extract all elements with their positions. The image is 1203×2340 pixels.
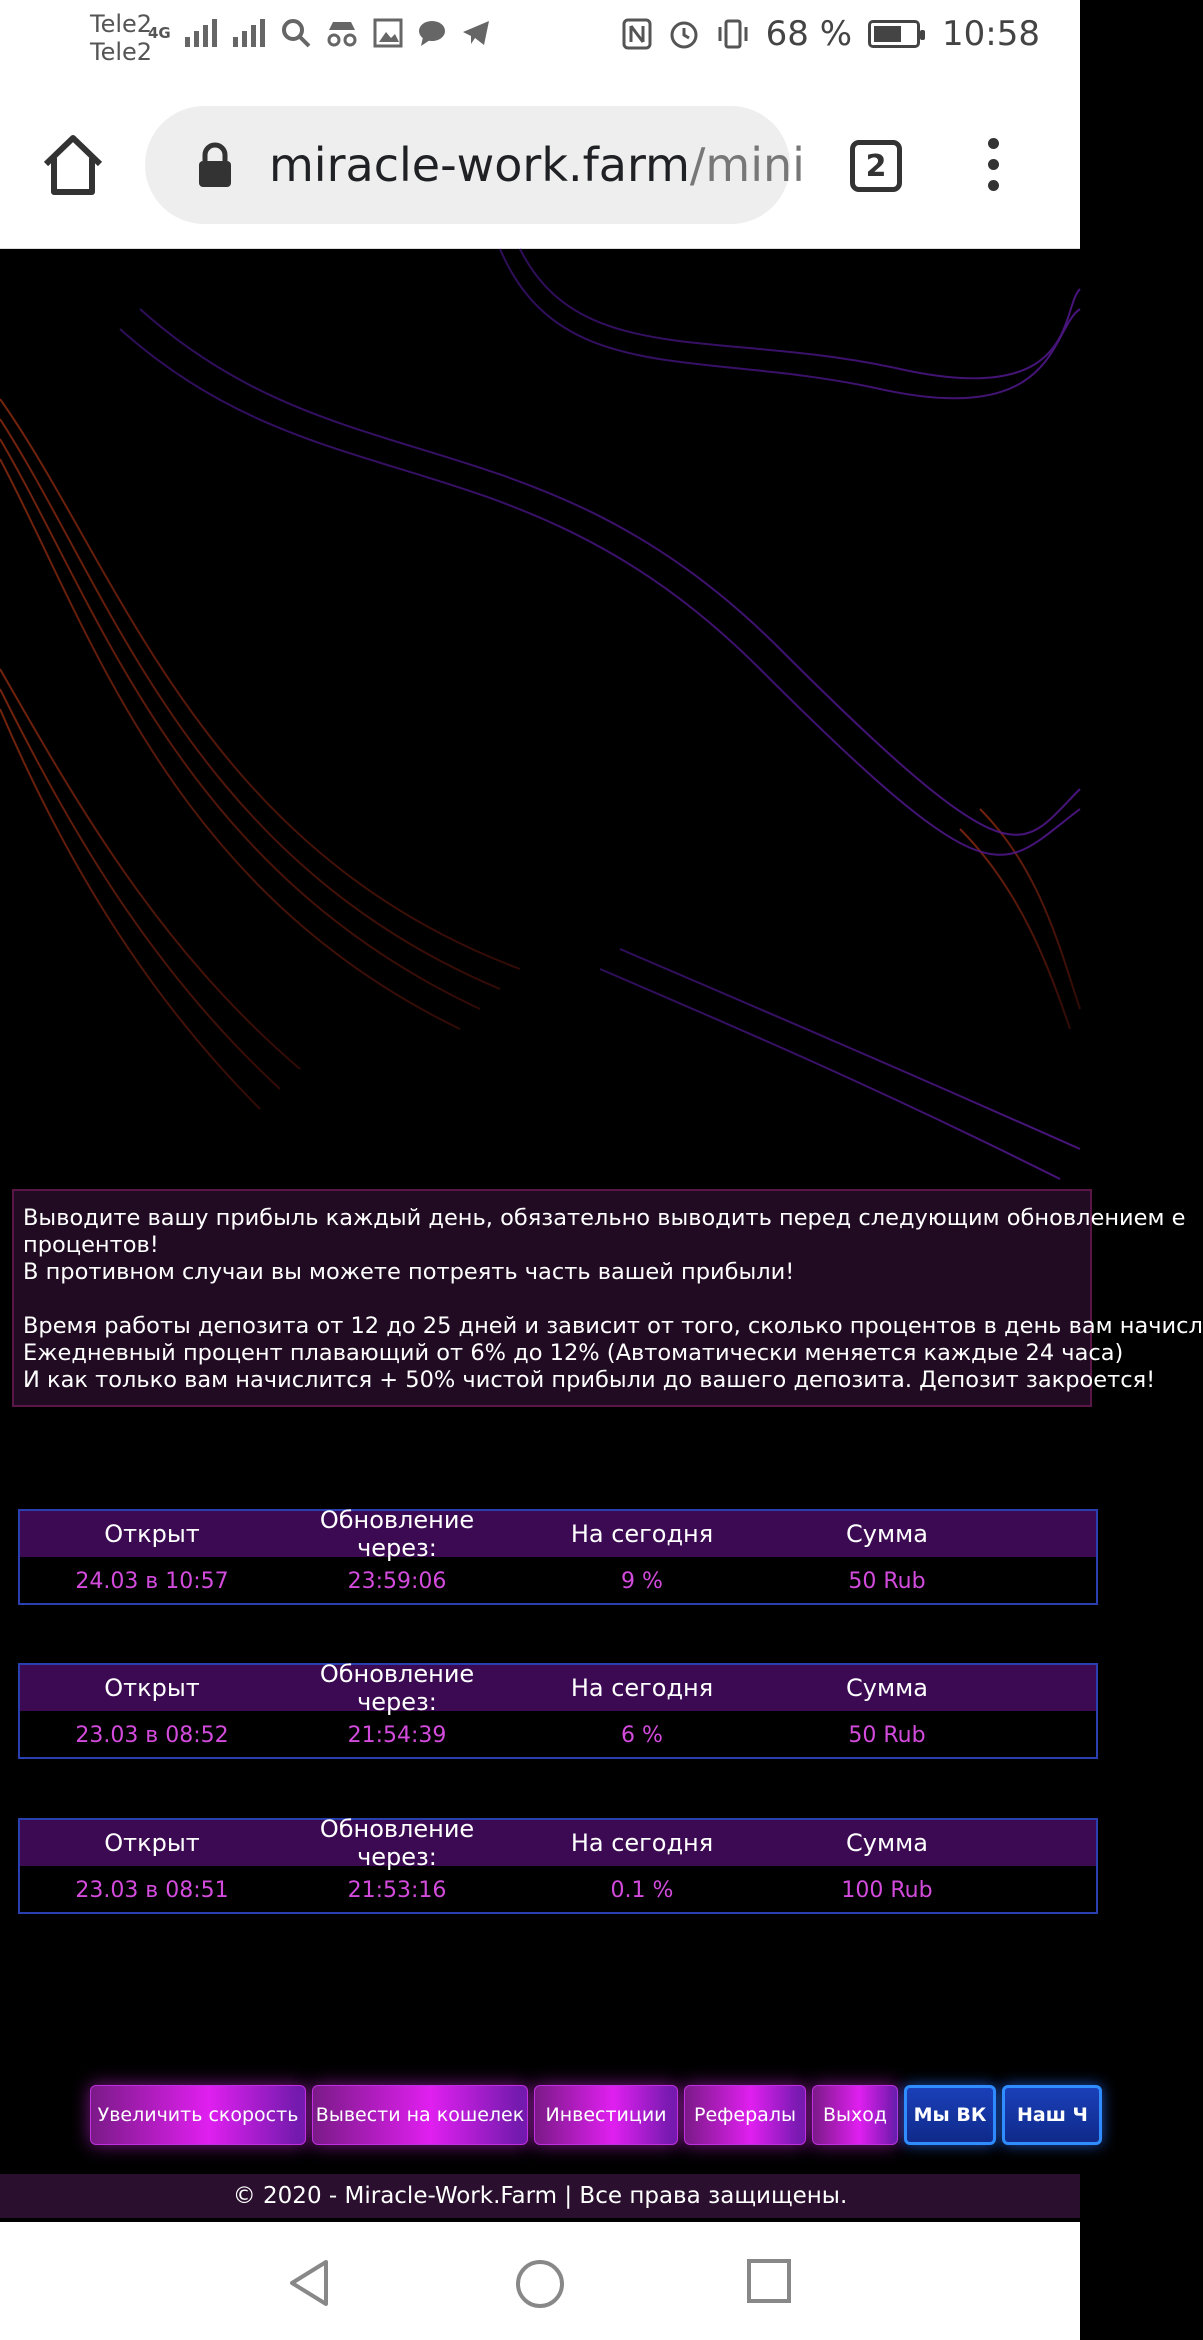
header-today: На сегодня — [570, 1674, 714, 1702]
notice-line: И как только вам начислится + 50% чистой прибыли до вашего депозита. Депозит закроется! — [23, 1367, 1156, 1393]
url-text — [269, 138, 805, 192]
referrals-button[interactable]: Рефералы — [684, 2085, 806, 2145]
table-header — [20, 1506, 1096, 1562]
header-sum: Сумма — [846, 1829, 928, 1857]
tab-switcher-button[interactable]: 2 — [850, 140, 902, 192]
home-icon[interactable] — [38, 130, 108, 200]
cell-update-in: 21:54:39 — [347, 1722, 447, 1748]
back-icon[interactable] — [286, 2258, 332, 2308]
url-path: /mini — [689, 138, 805, 192]
logout-button[interactable]: Выход — [812, 2085, 898, 2145]
table-header — [20, 1815, 1096, 1871]
deposit-table — [18, 1815, 1098, 1914]
cell-opened: 23.03 в 08:51 — [75, 1877, 229, 1903]
notice-line: Выводите вашу прибыль каждый день, обязательно выводить перед следующим обновлением е — [23, 1205, 1186, 1231]
header-sum: Сумма — [846, 1520, 928, 1548]
carrier-1: Tele2 — [90, 10, 153, 38]
overflow-menu-icon[interactable] — [986, 138, 1000, 198]
header-today: На сегодня — [570, 1829, 714, 1857]
carrier-2: Tele2 — [90, 38, 153, 66]
status-bar — [0, 0, 1080, 80]
table-header — [20, 1660, 1096, 1716]
table-row — [20, 1711, 1096, 1759]
carrier-info — [90, 10, 152, 66]
system-status — [622, 14, 1040, 54]
notice-line: В противном случаи вы можете потреять часть вашей прибыли! — [23, 1259, 795, 1285]
incognito-icon — [325, 18, 359, 48]
signal-icon-2 — [233, 19, 267, 47]
system-nav-bar — [0, 2222, 1080, 2340]
cell-sum: 50 Rub — [848, 1722, 926, 1748]
battery-icon — [868, 20, 920, 48]
header-sum: Сумма — [846, 1674, 928, 1702]
abstract-background — [0, 249, 1080, 1179]
notice-line: Ежедневный процент плавающий от 6% до 12% (Автоматически меняется каждые 24 часа) — [23, 1340, 1124, 1366]
address-bar[interactable] — [145, 106, 805, 224]
battery-percent: 68 % — [765, 14, 853, 54]
increase-speed-button[interactable]: Увеличить скорость — [90, 2085, 306, 2145]
header-opened: Открыт — [104, 1520, 200, 1548]
deposit-table — [18, 1660, 1098, 1759]
vk-button[interactable]: Мы ВК — [904, 2085, 996, 2145]
cell-today: 0.1 % — [610, 1877, 674, 1903]
search-icon — [281, 18, 311, 48]
info-notice — [12, 1189, 1203, 1407]
gallery-icon — [373, 18, 403, 48]
investments-button[interactable]: Инвестиции — [534, 2085, 678, 2145]
header-opened: Открыт — [104, 1674, 200, 1702]
cell-sum: 100 Rub — [841, 1877, 933, 1903]
header-update-in: Обновление через: — [319, 1660, 475, 1716]
deposit-table — [18, 1506, 1098, 1605]
alarm-icon — [668, 18, 700, 50]
cell-today: 9 % — [621, 1568, 663, 1594]
footer — [0, 2174, 1080, 2218]
table-row — [20, 1866, 1096, 1914]
header-opened: Открыт — [104, 1829, 200, 1857]
clock: 10:58 — [942, 14, 1040, 54]
browser-toolbar — [0, 80, 1080, 249]
cell-opened: 23.03 в 08:52 — [75, 1722, 229, 1748]
copyright-text: © 2020 - Miracle-Work.Farm | Все права защищены. — [232, 2183, 848, 2209]
cell-update-in: 23:59:06 — [347, 1568, 447, 1594]
action-bar — [90, 2085, 1102, 2147]
notification-icons — [148, 18, 491, 48]
header-today: На сегодня — [570, 1520, 714, 1548]
nfc-icon — [622, 18, 652, 50]
notice-line: процентов! — [23, 1232, 159, 1258]
cell-update-in: 21:53:16 — [347, 1877, 447, 1903]
recents-icon[interactable] — [746, 2258, 792, 2304]
cell-opened: 24.03 в 10:57 — [75, 1568, 229, 1594]
notice-line: Время работы депозита от 12 до 25 дней и зависит от того, сколько процентов в день вам начисл — [23, 1313, 1203, 1339]
cell-today: 6 % — [621, 1722, 663, 1748]
telegram-icon — [461, 19, 491, 47]
withdraw-button[interactable]: Вывести на кошелек — [312, 2085, 528, 2145]
header-update-in: Обновление через: — [319, 1506, 475, 1562]
cell-sum: 50 Rub — [848, 1568, 926, 1594]
header-update-in: Обновление через: — [319, 1815, 475, 1871]
vibrate-icon — [716, 18, 750, 50]
lock-icon — [197, 143, 233, 187]
signal-icon — [185, 19, 219, 47]
chat-icon — [417, 19, 447, 47]
table-row — [20, 1557, 1096, 1605]
home-nav-icon[interactable] — [514, 2258, 566, 2310]
url-domain: miracle-work.farm — [269, 138, 690, 192]
chat-button[interactable]: Наш Ч — [1002, 2085, 1102, 2145]
page-content — [0, 249, 1203, 2221]
network-type: 4G — [148, 24, 171, 42]
